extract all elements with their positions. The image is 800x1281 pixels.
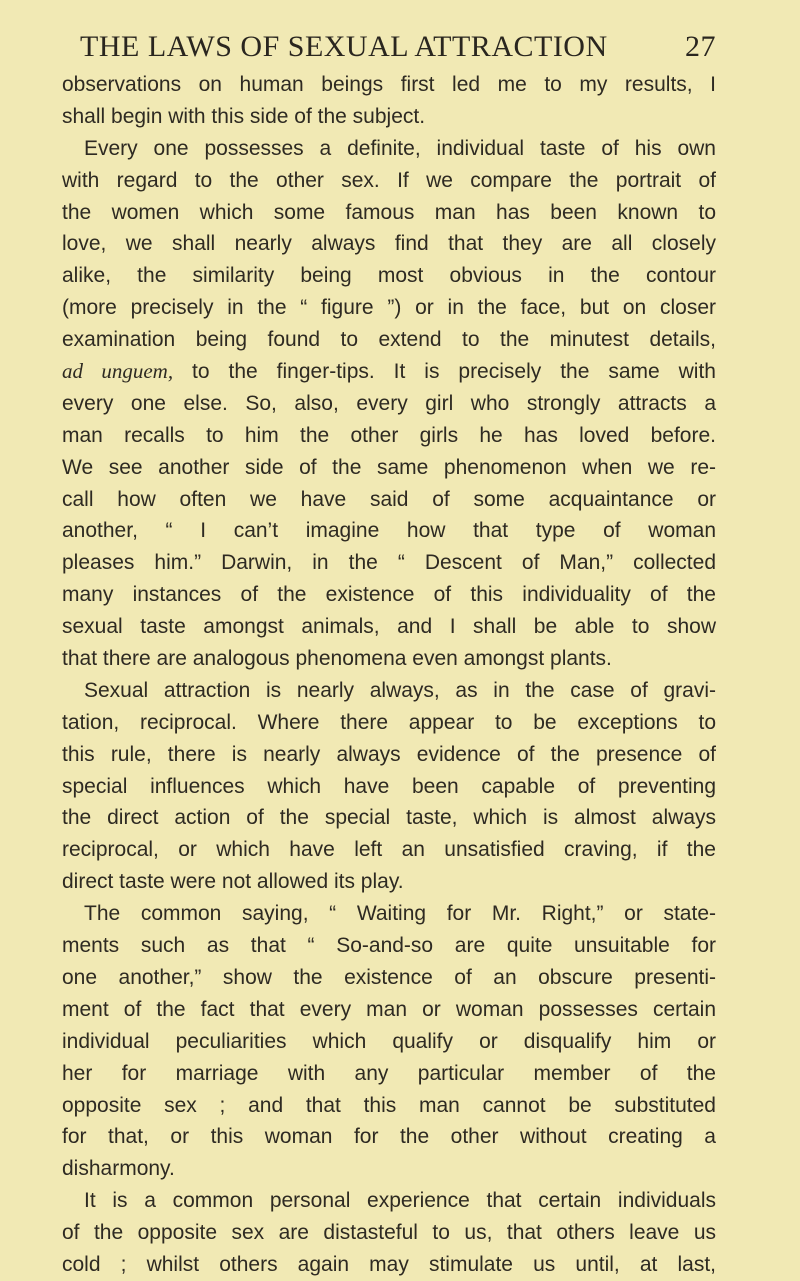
text-line: (more precisely in the “ figure ”) or in the face, but on closer (62, 296, 716, 320)
text-line: love, we shall nearly always find that they are all closely (62, 232, 716, 256)
text-line: observations on human beings first led me to my results, I (62, 73, 716, 96)
text-line: alike, the similarity being most obvious in the contour (62, 264, 716, 288)
page-number: 27 (685, 30, 716, 63)
text-line: call how often we have said of some acquaintance or (62, 487, 716, 511)
chapter-title: THE LAWS OF SEXUAL ATTRACTION (80, 30, 608, 63)
text-line: the direct action of the special taste, which is almost always (62, 806, 716, 830)
text-line: examination being found to extend to the minutest details, (62, 328, 716, 352)
text-line: for that, or this woman for the other without creating a (62, 1125, 716, 1149)
text-line: ments such as that “ So-and-so are quite unsuitable for (62, 934, 716, 958)
text-line: every one else. So, also, every girl who strongly attracts a (62, 391, 716, 415)
text-line: the women which some famous man has been known to (62, 200, 716, 224)
text-line: Every one possesses a definite, individual taste of his own (84, 136, 716, 160)
text-line: Sexual attraction is nearly always, as in the case of gravi- (84, 678, 716, 702)
text-line: The common saying, “ Waiting for Mr. Right,” or state- (84, 902, 716, 926)
italic-phrase: ad unguem, (62, 359, 174, 384)
line-continuation: to the finger-tips. It is precisely the same with (173, 360, 716, 384)
text-line: We see another side of the same phenomenon when we re- (62, 455, 716, 479)
text-line: many instances of the existence of this individuality of the (62, 583, 716, 607)
text-line: her for marriage with any particular member of the (62, 1061, 716, 1085)
text-line: cold ; whilst others again may stimulate us until, at last, (62, 1252, 716, 1276)
text-line: sexual taste amongst animals, and I shall be able to show (62, 615, 716, 639)
text-line: pleases him.” Darwin, in the “ Descent of Man,” collected (62, 551, 716, 575)
text-line (62, 356, 716, 388)
text-line: direct taste were not allowed its play. (62, 870, 404, 894)
text-line: ment of the fact that every man or woman possesses certain (62, 997, 716, 1021)
text-line: special influences which have been capable of preventing (62, 774, 716, 798)
text-line: this rule, there is nearly always evidence of the presence of (62, 742, 716, 766)
running-header (80, 30, 716, 70)
text-line: one another,” show the existence of an obscure presenti- (62, 965, 716, 989)
text-line: individual peculiarities which qualify or disqualify him or (62, 1029, 716, 1053)
text-line: of the opposite sex are distasteful to us, that others leave us (62, 1221, 716, 1245)
text-line: with regard to the other sex. If we compare the portrait of (62, 168, 716, 192)
text-line: disharmony. (62, 1157, 175, 1181)
text-line: opposite sex ; and that this man cannot be substituted (62, 1093, 716, 1117)
text-line: another, “ I can’t imagine how that type of woman (62, 519, 716, 543)
text-line: reciprocal, or which have left an unsatisfied craving, if the (62, 838, 716, 862)
body-text (62, 69, 716, 1281)
text-line: man recalls to him the other girls he has loved before. (62, 423, 716, 447)
text-line: tation, reciprocal. Where there appear to be exceptions to (62, 710, 716, 734)
text-line: It is a common personal experience that certain individuals (84, 1189, 716, 1213)
text-line: that there are analogous phenomena even amongst plants. (62, 647, 612, 671)
text-line: shall begin with this side of the subject. (62, 104, 426, 128)
